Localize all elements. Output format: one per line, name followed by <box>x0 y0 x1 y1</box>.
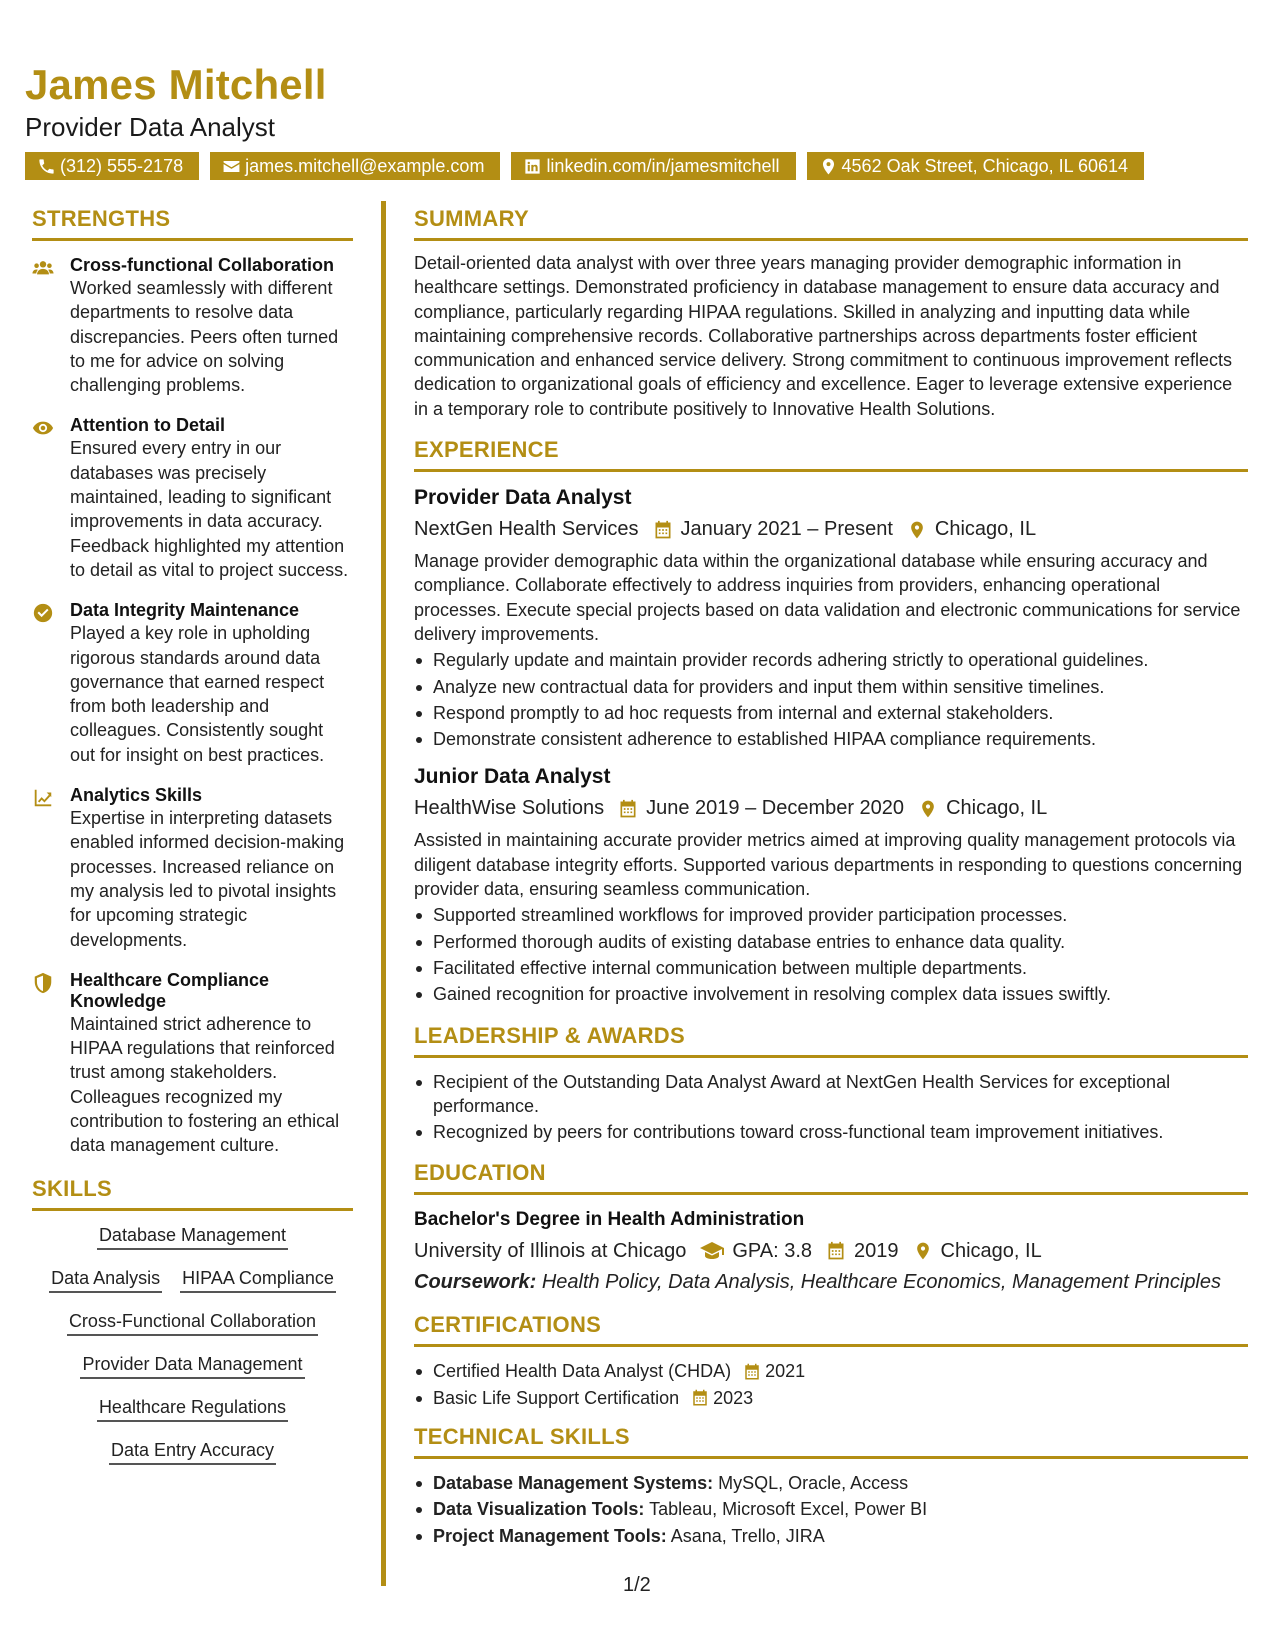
phone-icon <box>37 157 56 176</box>
list-item <box>414 1524 1248 1548</box>
job-bullets <box>414 903 1248 1006</box>
cert-name: Certified Health Data Analyst (CHDA) <box>433 1361 732 1382</box>
strength-desc: Played a key role in upholding rigorous standards around data governance that earned respect from both leadership and colleagues. Consistently sought out for insight on best practices. <box>70 623 325 765</box>
strength-desc: Worked seamlessly with different departments to resolve data discrepancies. Peers often turned to me for advice on solving challenging problems. <box>70 278 339 396</box>
skill-tag: Cross-Functional Collaboration <box>67 1311 318 1336</box>
list-item: Regularly update and maintain provider records adhering strictly to operational guidelines. <box>414 648 1248 672</box>
tech-label: Project Management Tools: <box>433 1525 667 1546</box>
education-meta <box>414 1239 1248 1263</box>
technical-skills-heading: TECHNICAL SKILLS <box>414 1424 1248 1459</box>
job-meta <box>414 518 1248 541</box>
education-location: Chicago, IL <box>940 1239 1042 1262</box>
company-name: NextGen Health Services <box>414 518 639 541</box>
right-column <box>414 206 1248 1550</box>
job-title: Junior Data Analyst <box>414 765 611 789</box>
strength-title: Data Integrity Maintenance <box>70 600 300 621</box>
contact-linkedin[interactable] <box>511 152 795 180</box>
linkedin-icon <box>523 157 542 176</box>
job-meta <box>414 797 1248 820</box>
tech-value: Asana, Trello, JIRA <box>670 1525 825 1546</box>
skill-tag: Provider Data Management <box>80 1354 304 1379</box>
strength-title: Healthcare Compliance Knowledge <box>70 969 270 1011</box>
job-entry <box>414 765 1248 1006</box>
list-item: Gained recognition for proactive involvement in resolving complex data issues swiftly. <box>414 982 1248 1006</box>
left-column <box>32 206 353 1483</box>
map-marker-icon <box>907 520 927 540</box>
job-location: Chicago, IL <box>934 518 1037 541</box>
list-item: Respond promptly to ad hoc requests from internal and external stakeholders. <box>414 701 1248 725</box>
experience-heading: EXPERIENCE <box>414 437 1248 472</box>
skill-tag: Database Management <box>97 1225 288 1250</box>
candidate-name: James Mitchell <box>25 61 327 108</box>
tech-value: Tableau, Microsoft Excel, Power BI <box>649 1499 928 1520</box>
eye-icon <box>32 417 54 439</box>
users-icon <box>32 257 54 279</box>
skill-tag: HIPAA Compliance <box>180 1268 336 1293</box>
calendar-icon <box>653 520 673 540</box>
strength-desc: Expertise in interpreting datasets enabled informed decision-making processes. Increased reliance on my analysis led to pivotal insights for upcoming strategic developments. <box>70 808 345 950</box>
list-item: Demonstrate consistent adherence to established HIPAA compliance requirements. <box>414 727 1248 751</box>
calendar-icon <box>743 1363 761 1381</box>
job-description: Manage provider demographic data within the organizational database while ensuring accuracy and compliance. Collaborate effectively to address inquiries from providers, enhancing operational processes. Execute special projects based on data validation and electronic communications for service delivery improvements. <box>414 551 1241 644</box>
job-bullets <box>414 648 1248 751</box>
tech-label: Database Management Systems: <box>433 1473 714 1494</box>
page-number: 1/2 <box>623 1574 651 1596</box>
envelope-icon <box>222 157 241 176</box>
strength-title: Cross-functional Collaboration <box>70 255 335 275</box>
leadership-list <box>414 1070 1248 1145</box>
contact-address[interactable] <box>807 152 1145 180</box>
contact-phone-text: (312) 555-2178 <box>60 155 184 176</box>
education-heading: EDUCATION <box>414 1160 1248 1195</box>
technical-skills-list <box>414 1471 1248 1548</box>
skill-tag: Data Entry Accuracy <box>109 1440 276 1465</box>
school-name: University of Illinois at Chicago <box>414 1239 687 1262</box>
summary-heading: SUMMARY <box>414 206 1248 241</box>
cert-name: Basic Life Support Certification <box>433 1387 680 1408</box>
calendar-icon <box>691 1389 709 1407</box>
map-marker-icon <box>819 157 838 176</box>
contact-email-text: james.mitchell@example.com <box>245 155 485 176</box>
summary-text: Detail-oriented data analyst with over three years managing provider demographic information in healthcare settings. Demonstrated proficiency in database management to ensure data accuracy and compliance, particularly regarding HIPAA regulations. Skilled in analyzing and inputting data while maintaining comprehensive records. Collaborative partnerships across departments foster efficient communication and enhanced service delivery. Strong commitment to continuous improvement reflects dedication to organizational goals of efficiency and excellence. Eager to leverage extensive experience in a temporary role to contribute positively to Innovative Health Solutions. <box>414 253 1233 419</box>
coursework-label: Coursework: <box>414 1271 537 1294</box>
strength-title: Analytics Skills <box>70 785 203 806</box>
chart-line-icon <box>32 787 54 809</box>
job-title: Provider Data Analyst <box>414 486 632 510</box>
certifications-list <box>414 1359 1248 1410</box>
company-name: HealthWise Solutions <box>414 797 605 820</box>
map-marker-icon <box>913 1241 933 1261</box>
strength-desc: Ensured every entry in our databases was precisely maintained, leading to significant improvements in data accuracy. Feedback highlighted my attention to detail as vital to project success. <box>70 438 349 580</box>
strength-item <box>32 415 353 582</box>
check-circle-icon <box>32 602 54 624</box>
calendar-icon <box>826 1241 846 1261</box>
job-dates: January 2021 – Present <box>680 518 893 541</box>
list-item: Analyze new contractual data for providers and input them within sensitive timelines. <box>414 675 1248 699</box>
contact-linkedin-text: linkedin.com/in/jamesmitchell <box>546 155 780 176</box>
contact-phone[interactable] <box>25 152 199 180</box>
strength-item <box>32 600 353 767</box>
job-dates: June 2019 – December 2020 <box>646 797 905 820</box>
column-divider <box>381 201 386 1586</box>
skills-heading: SKILLS <box>32 1176 353 1211</box>
cert-year: 2021 <box>765 1361 806 1382</box>
skills-section <box>32 1176 353 1465</box>
list-item: Recipient of the Outstanding Data Analyst Award at NextGen Health Services for exceptional performance. <box>414 1070 1248 1119</box>
contact-bar <box>25 152 1144 180</box>
coursework-list: Health Policy, Data Analysis, Healthcare Economics, Management Principles <box>541 1271 1222 1294</box>
graduation-year: 2019 <box>854 1239 899 1262</box>
strength-desc: Maintained strict adherence to HIPAA regulations that reinforced trust among stakeholders. Colleagues recognized my contribution to fostering an ethical data management culture. <box>70 1013 340 1156</box>
strength-title: Attention to Detail <box>70 415 225 436</box>
contact-address-text: 4562 Oak Street, Chicago, IL 60614 <box>841 155 1129 176</box>
list-item: Recognized by peers for contributions toward cross-functional team improvement initiatives. <box>414 1120 1248 1144</box>
list-item <box>414 1386 1248 1410</box>
certifications-heading: CERTIFICATIONS <box>414 1312 1248 1347</box>
skill-tag: Data Analysis <box>49 1268 162 1293</box>
cert-year: 2023 <box>713 1387 754 1408</box>
strengths-heading: STRENGTHS <box>32 206 353 241</box>
skill-tag: Healthcare Regulations <box>97 1397 288 1422</box>
education-entry <box>414 1209 1248 1294</box>
list-item: Performed thorough audits of existing database entries to enhance data quality. <box>414 930 1248 954</box>
graduation-cap-icon <box>700 1239 724 1263</box>
list-item <box>414 1471 1248 1495</box>
contact-email[interactable] <box>210 152 500 180</box>
calendar-icon <box>618 799 638 819</box>
list-item <box>414 1359 1248 1383</box>
tech-label: Data Visualization Tools: <box>433 1499 645 1520</box>
list-item: Facilitated effective internal communication between multiple departments. <box>414 956 1248 980</box>
tech-value: MySQL, Oracle, Access <box>718 1473 909 1494</box>
degree: Bachelor's Degree in Health Administration <box>414 1209 805 1231</box>
map-marker-icon <box>918 799 938 819</box>
strength-item <box>32 970 353 1158</box>
job-entry <box>414 486 1248 751</box>
job-location: Chicago, IL <box>946 797 1048 820</box>
job-description: Assisted in maintaining accurate provider metrics aimed at improving quality management protocols via diligent database integrity efforts. Supported various departments in responding to questions concerning provider data, ensuring seamless communication. <box>414 830 1243 900</box>
strength-item <box>32 785 353 952</box>
strength-item <box>32 255 353 397</box>
shield-icon <box>32 972 54 994</box>
gpa: GPA: 3.8 <box>732 1239 813 1262</box>
list-item: Supported streamlined workflows for improved provider participation processes. <box>414 903 1248 927</box>
coursework <box>414 1271 1248 1294</box>
job-title-header: Provider Data Analyst <box>25 112 276 142</box>
leadership-heading: LEADERSHIP & AWARDS <box>414 1023 1248 1058</box>
list-item <box>414 1497 1248 1521</box>
